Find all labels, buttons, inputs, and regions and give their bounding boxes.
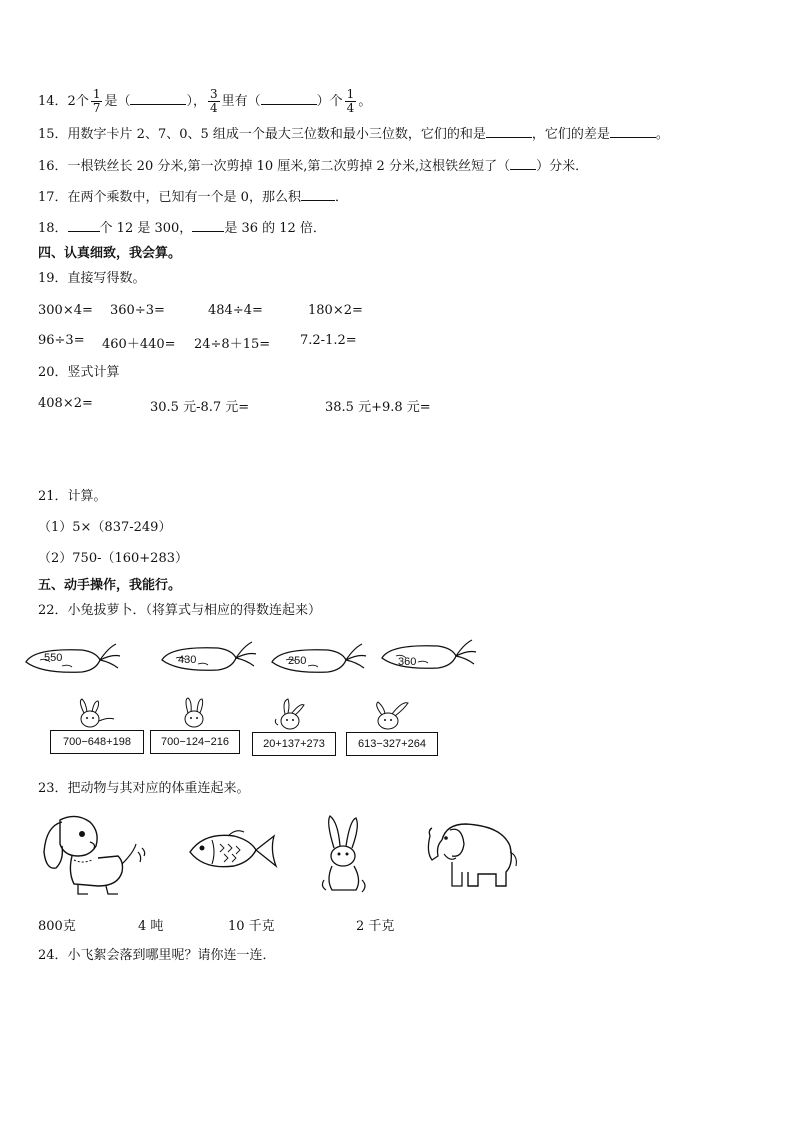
dog-icon xyxy=(38,812,146,898)
mental-calc: 180×2= xyxy=(308,303,363,318)
expression-box[interactable]: 20+137+273 xyxy=(252,732,336,756)
answer-blank[interactable] xyxy=(68,219,100,232)
weight-option: 800克 xyxy=(38,919,76,934)
question-21-part-2: （2）750-（160+283） xyxy=(38,551,188,566)
mental-calc: 96÷3= xyxy=(38,333,85,348)
carrot-icon xyxy=(378,636,478,676)
question-16: 16．一根铁丝长 20 分米,第一次剪掉 10 厘米,第二次剪掉 2 分米,这根铁丝短了（ ）分米． xyxy=(38,159,589,174)
rabbit-icon xyxy=(70,697,116,731)
section-heading-5: 五、动手操作，我能行。 xyxy=(38,578,182,593)
answer-blank[interactable] xyxy=(510,157,536,170)
mental-calc: 24÷8＋15= xyxy=(194,337,271,352)
answer-blank[interactable] xyxy=(301,188,335,201)
weight-option: 2 千克 xyxy=(356,919,395,934)
fraction-three-quarters: $\frac{3}{4}$ xyxy=(210,87,218,115)
answer-blank[interactable] xyxy=(261,92,317,105)
fraction-one-quarter: $\frac{1}{4}$ xyxy=(346,87,355,115)
carrot-icon xyxy=(22,640,122,680)
fish-icon xyxy=(184,826,280,876)
answer-blank[interactable] xyxy=(130,92,186,105)
mental-calc: 484÷4= xyxy=(208,303,263,318)
expression-box[interactable]: 700−648+198 xyxy=(50,730,144,754)
weight-option: 10 千克 xyxy=(228,919,275,934)
rabbit-icon xyxy=(316,814,372,898)
mental-calc: 300×4= xyxy=(38,303,93,318)
question-18: 18． 个 12 是 300， 是 36 的 12 倍． xyxy=(38,221,326,236)
carrot-value: 550 xyxy=(44,652,63,664)
section-heading-4: 四、认真细致，我会算。 xyxy=(38,246,182,261)
question-21-title: 21．计算。 xyxy=(38,489,107,504)
carrot-value: 360 xyxy=(398,656,417,668)
answer-blank[interactable] xyxy=(192,219,224,232)
question-24-title: 24．小飞絮会落到哪里呢？请你连一连． xyxy=(38,948,276,963)
mental-calc: 7.2-1.2= xyxy=(300,333,357,348)
fraction-one-seventh: $\frac{1}{7}$ xyxy=(92,87,101,115)
question-14: 14．2个 $\frac{1}{7}$ 是（ ）， $\frac{3}{4}$ 里有（ ）个 $\frac{1}{4}$ 。 xyxy=(38,87,372,115)
question-17: 17．在两个乘数中，已知有一个是 0，那么积 ． xyxy=(38,190,348,205)
expression-box[interactable]: 700−124−216 xyxy=(150,730,240,754)
answer-blank[interactable] xyxy=(486,125,532,138)
vertical-calc: 30.5 元-8.7 元= xyxy=(150,400,250,415)
question-19-title: 19．直接写得数。 xyxy=(38,271,146,286)
carrot-icon xyxy=(158,638,258,678)
carrot-value: 430 xyxy=(178,654,197,666)
vertical-calc: 408×2= xyxy=(38,396,93,411)
weight-option: 4 吨 xyxy=(138,919,164,934)
question-21-part-1: （1）5×（837-249） xyxy=(38,520,172,535)
question-20-title: 20．竖式计算 xyxy=(38,365,120,380)
elephant-icon xyxy=(422,816,522,896)
vertical-calc: 38.5 元+9.8 元= xyxy=(325,400,431,415)
expression-box[interactable]: 613−327+264 xyxy=(346,732,438,756)
mental-calc: 360÷3= xyxy=(110,303,165,318)
mental-calc: 460＋440= xyxy=(102,337,176,352)
rabbit-icon xyxy=(272,697,312,733)
carrot-icon xyxy=(268,640,368,680)
answer-blank[interactable] xyxy=(610,125,656,138)
question-22-title: 22．小兔拔萝卜．（将算式与相应的得数连起来） xyxy=(38,603,322,618)
rabbit-icon xyxy=(368,699,412,733)
question-23-title: 23．把动物与其对应的体重连起来。 xyxy=(38,781,250,796)
rabbit-icon xyxy=(176,697,212,731)
question-15: 15．用数字卡片 2、7、0、5 组成一个最大三位数和最小三位数，它们的和是 ，它们的差是 。 xyxy=(38,127,669,142)
carrot-value: 250 xyxy=(288,655,307,667)
